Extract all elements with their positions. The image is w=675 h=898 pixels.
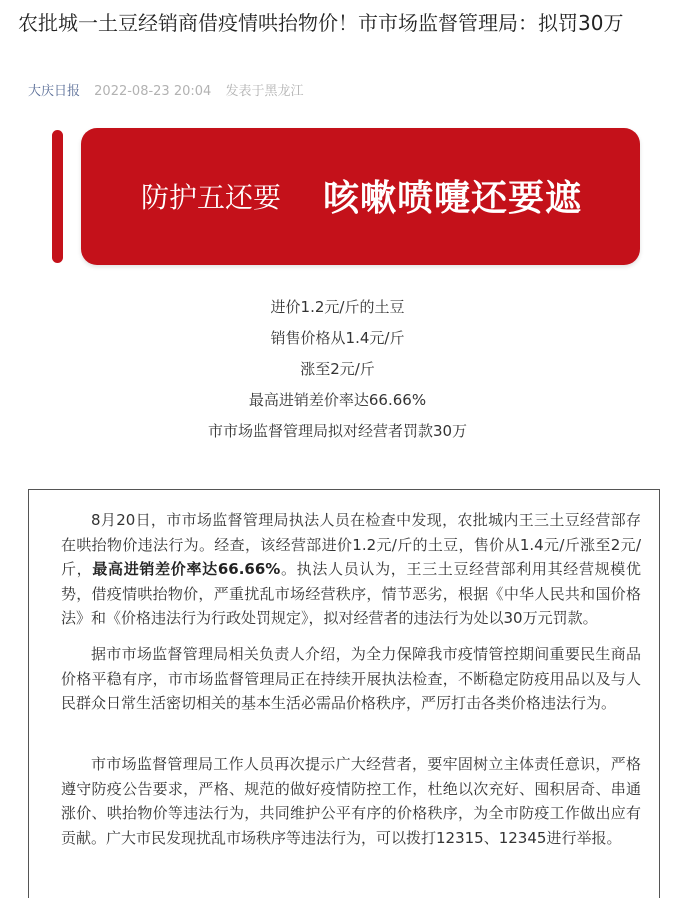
publish-location: 发表于黑龙江	[225, 84, 304, 99]
summary-block	[0, 292, 675, 447]
banner-left-text: 防护五还要	[141, 181, 282, 214]
banner-side-bar	[52, 130, 63, 263]
p1-text-b: 。执法人员认为，王三土豆经营部利用其经营规模优势，借疫情哄抬物价，严重扰乱市场经营秩序，情节恶劣，根据《中华人民共和国价格法》和《价格违法行为行政处罚规定》，拟对经营者的违法行为处以30万元罚款。	[61, 560, 641, 627]
body-paragraph-3: 市市场监督管理局工作人员再次提示广大经营者，要牢固树立主体责任意识，严格遵守防疫公告要求，严格、规范的做好疫情防控工作，杜绝以次充好、囤积居奇、串通涨价、哄抬物价等违法行为，共同维护公平有序的价格秩序，为全市防疫工作做出应有贡献。广大市民发现扰乱市场秩序等违法行为，可以拨打12315、12345进行举报。	[61, 755, 641, 847]
summary-line: 销售价格从1.4元/斤	[270, 329, 405, 347]
article-body-box	[28, 489, 660, 898]
banner-right-text: 咳嗽喷嚏还要遮	[323, 178, 583, 219]
source-link[interactable]: 大庆日报	[28, 84, 81, 99]
banner-panel	[81, 128, 640, 265]
body-paragraph-1	[61, 508, 641, 631]
body-paragraph-2: 据市市场监督管理局相关负责人介绍，为全力保障我市疫情管控期间重要民生商品价格平稳有序，市市场监督管理局正在持续开展执法检查，不断稳定防疫用品以及与人民群众日常生活密切相关的基本生活必需品价格秩序，严厉打击各类价格违法行为。	[61, 645, 641, 712]
banner-image	[52, 128, 640, 265]
summary-line: 进价1.2元/斤的土豆	[270, 298, 405, 316]
article-meta	[28, 80, 303, 99]
p1-text-a: 8月20日，市市场监督管理局执法人员在检查中发现，农批城内王三土豆经营部存在哄抬物价违法行为。经查，该经营部进价1.2元/斤的土豆，售价从1.4元/斤涨至2元/斤，	[61, 511, 641, 578]
p1-highlight: 最高进销差价率达66.66%	[92, 560, 281, 578]
summary-line: 最高进销差价率达66.66%	[248, 391, 427, 409]
publish-date: 2022-08-23 20:04	[94, 84, 212, 99]
summary-line: 市市场监督管理局拟对经营者罚款30万	[207, 422, 468, 440]
article-title: 农批城一土豆经销商借疫情哄抬物价！市市场监督管理局：拟罚30万	[18, 11, 624, 35]
summary-line: 涨至2元/斤	[300, 360, 375, 378]
